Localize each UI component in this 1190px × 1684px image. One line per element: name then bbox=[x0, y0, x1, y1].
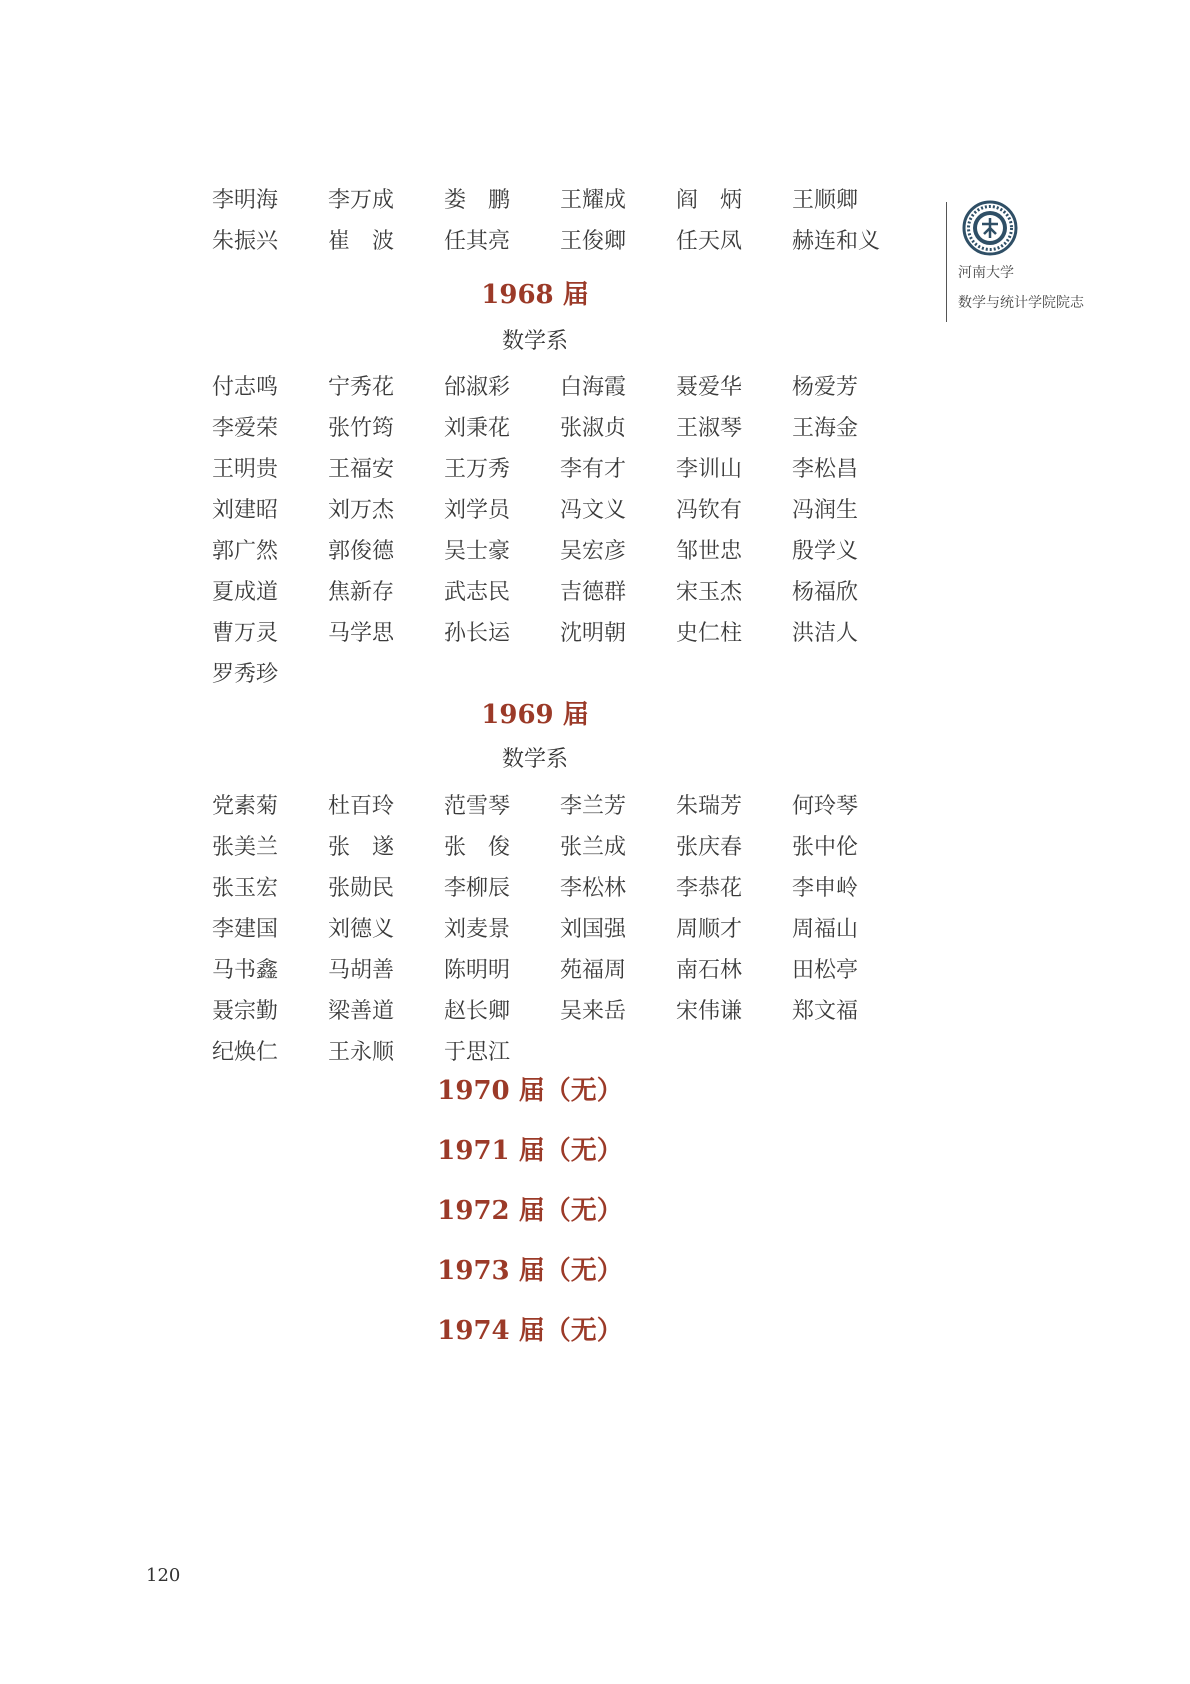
person-name: 李松林 bbox=[560, 876, 627, 901]
person-name: 李万成 bbox=[328, 188, 395, 213]
person-name: 冯文义 bbox=[560, 498, 627, 523]
person-name: 李柳辰 bbox=[444, 876, 511, 901]
person-name: 王万秀 bbox=[444, 457, 511, 482]
person-name: 冯润生 bbox=[792, 498, 859, 523]
person-name: 李建国 bbox=[212, 917, 279, 942]
person-name: 张淑贞 bbox=[560, 416, 627, 441]
empty-year-heading: 1971 届（无） bbox=[437, 1136, 623, 1166]
person-name: 张兰成 bbox=[560, 835, 627, 860]
person-name: 任天凤 bbox=[676, 229, 743, 254]
person-name: 马胡善 bbox=[328, 958, 395, 983]
person-name: 张美兰 bbox=[212, 835, 279, 860]
person-name: 张中伦 bbox=[792, 835, 859, 860]
person-name: 付志鸣 bbox=[212, 375, 279, 400]
person-name: 朱振兴 bbox=[212, 229, 279, 254]
person-name: 李兰芳 bbox=[560, 794, 627, 819]
person-name: 张玉宏 bbox=[212, 876, 279, 901]
person-name: 党素菊 bbox=[212, 794, 279, 819]
person-name: 宁秀花 bbox=[328, 375, 395, 400]
person-name: 马学思 bbox=[328, 621, 395, 646]
person-name: 宋玉杰 bbox=[676, 580, 743, 605]
person-name: 王海金 bbox=[792, 416, 859, 441]
person-name: 南石林 bbox=[676, 958, 743, 983]
person-name: 白海霞 bbox=[560, 375, 627, 400]
person-name: 王永顺 bbox=[328, 1040, 395, 1065]
person-name: 李申岭 bbox=[792, 876, 859, 901]
person-name: 张勋民 bbox=[328, 876, 395, 901]
person-name: 朱瑞芳 bbox=[676, 794, 743, 819]
person-name: 娄 鹏 bbox=[444, 188, 511, 213]
person-name: 冯钦有 bbox=[676, 498, 743, 523]
person-name: 宋伟谦 bbox=[676, 999, 743, 1024]
person-name: 吴士豪 bbox=[444, 539, 511, 564]
person-name: 李训山 bbox=[676, 457, 743, 482]
person-name: 邰淑彩 bbox=[444, 375, 511, 400]
person-name: 赫连和义 bbox=[792, 229, 881, 254]
person-name: 张竹筠 bbox=[328, 416, 395, 441]
person-name: 赵长卿 bbox=[444, 999, 511, 1024]
person-name: 纪焕仁 bbox=[212, 1040, 279, 1065]
person-name: 陈明明 bbox=[444, 958, 511, 983]
person-name: 杜百玲 bbox=[328, 794, 395, 819]
person-name: 聂爱华 bbox=[676, 375, 743, 400]
page-number: 120 bbox=[146, 1565, 181, 1586]
person-name: 吴宏彦 bbox=[560, 539, 627, 564]
section-1969-heading: 1969 届 bbox=[481, 700, 589, 730]
empty-year-heading: 1974 届（无） bbox=[437, 1316, 623, 1346]
college-title: 数学与统计学院院志 bbox=[958, 295, 1084, 311]
person-name: 王耀成 bbox=[560, 188, 627, 213]
person-name: 王福安 bbox=[328, 457, 395, 482]
person-name: 张 遂 bbox=[328, 835, 395, 860]
person-name: 曹万灵 bbox=[212, 621, 279, 646]
person-name: 范雪琴 bbox=[444, 794, 511, 819]
section-1968-heading: 1968 届 bbox=[481, 280, 589, 310]
person-name: 梁善道 bbox=[328, 999, 395, 1024]
person-name: 刘建昭 bbox=[212, 498, 279, 523]
person-name: 李有才 bbox=[560, 457, 627, 482]
empty-year-heading: 1973 届（无） bbox=[437, 1256, 623, 1286]
person-name: 焦新存 bbox=[328, 580, 395, 605]
person-name: 吴来岳 bbox=[560, 999, 627, 1024]
person-name: 刘德义 bbox=[328, 917, 395, 942]
person-name: 刘万杰 bbox=[328, 498, 395, 523]
person-name: 夏成道 bbox=[212, 580, 279, 605]
person-name: 李明海 bbox=[212, 188, 279, 213]
person-name: 马书鑫 bbox=[212, 958, 279, 983]
person-name: 刘秉花 bbox=[444, 416, 511, 441]
empty-year-heading: 1970 届（无） bbox=[437, 1076, 623, 1106]
person-name: 王俊卿 bbox=[560, 229, 627, 254]
empty-year-heading: 1972 届（无） bbox=[437, 1196, 623, 1226]
person-name: 聂宗勤 bbox=[212, 999, 279, 1024]
person-name: 张庆春 bbox=[676, 835, 743, 860]
university-seal-icon bbox=[962, 200, 1018, 256]
person-name: 周顺才 bbox=[676, 917, 743, 942]
person-name: 孙长运 bbox=[444, 621, 511, 646]
university-name: 河南大学 bbox=[958, 265, 1014, 281]
section-1969-department: 数学系 bbox=[501, 747, 568, 772]
person-name: 王明贵 bbox=[212, 457, 279, 482]
section-1969-name-list bbox=[212, 786, 908, 1073]
person-name: 刘麦景 bbox=[444, 917, 511, 942]
person-name: 吉德群 bbox=[560, 580, 627, 605]
person-name: 郑文福 bbox=[792, 999, 859, 1024]
person-name: 刘国强 bbox=[560, 917, 627, 942]
person-name: 刘学员 bbox=[444, 498, 511, 523]
person-name: 郭俊德 bbox=[328, 539, 395, 564]
person-name: 何玲琴 bbox=[792, 794, 859, 819]
person-name: 罗秀珍 bbox=[212, 662, 279, 687]
continued-name-list bbox=[212, 180, 908, 262]
person-name: 沈明朝 bbox=[560, 621, 627, 646]
person-name: 杨福欣 bbox=[792, 580, 859, 605]
person-name: 郭广然 bbox=[212, 539, 279, 564]
person-name: 李松昌 bbox=[792, 457, 859, 482]
person-name: 杨爱芳 bbox=[792, 375, 859, 400]
section-1968-name-list bbox=[212, 367, 908, 695]
person-name: 张 俊 bbox=[444, 835, 511, 860]
person-name: 殷学义 bbox=[792, 539, 859, 564]
person-name: 洪洁人 bbox=[792, 621, 859, 646]
person-name: 阎 炳 bbox=[676, 188, 743, 213]
section-1968-department: 数学系 bbox=[501, 329, 568, 354]
person-name: 于思江 bbox=[444, 1040, 511, 1065]
person-name: 邹世忠 bbox=[676, 539, 743, 564]
person-name: 李恭花 bbox=[676, 876, 743, 901]
person-name: 任其亮 bbox=[444, 229, 511, 254]
person-name: 武志民 bbox=[444, 580, 511, 605]
person-name: 苑福周 bbox=[560, 958, 627, 983]
person-name: 王淑琴 bbox=[676, 416, 743, 441]
person-name: 田松亭 bbox=[792, 958, 859, 983]
person-name: 崔 波 bbox=[328, 229, 395, 254]
person-name: 史仁柱 bbox=[676, 621, 743, 646]
person-name: 周福山 bbox=[792, 917, 859, 942]
person-name: 李爱荣 bbox=[212, 416, 279, 441]
person-name: 王顺卿 bbox=[792, 188, 859, 213]
